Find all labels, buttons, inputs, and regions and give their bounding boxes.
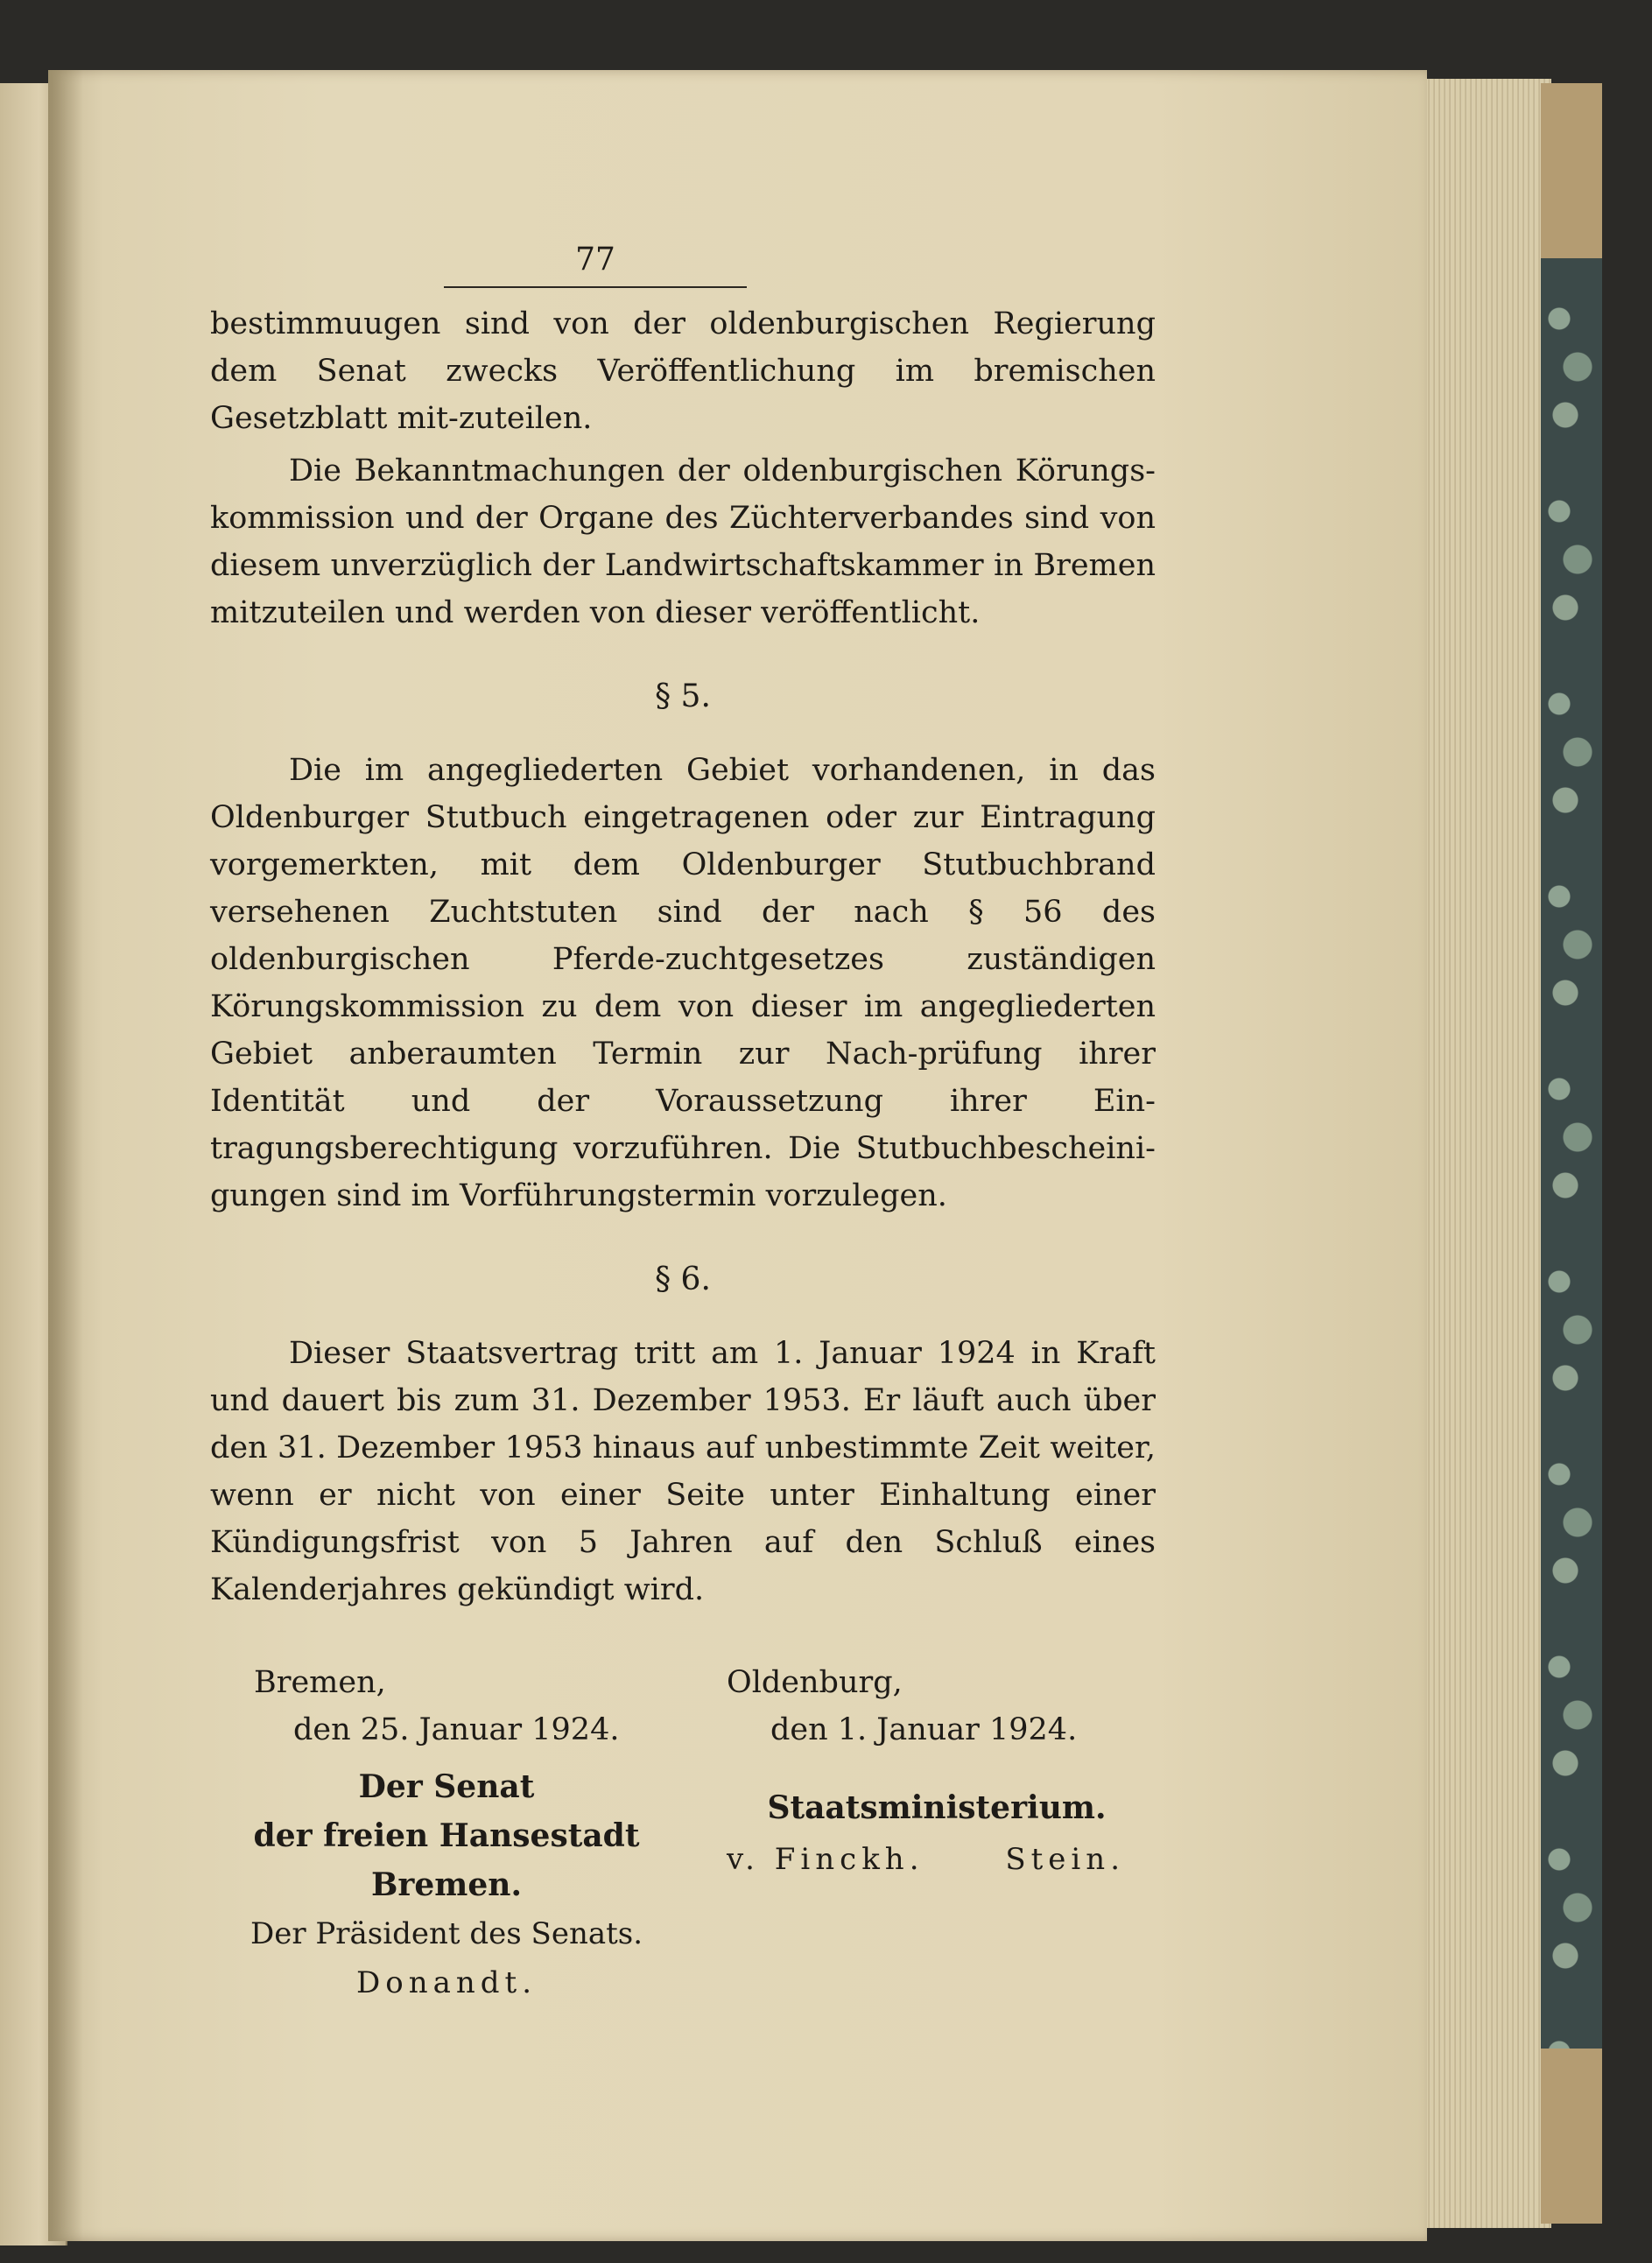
signature-oldenburg xyxy=(727,1659,1147,1883)
date-oldenburg: den 1. Januar 1924. xyxy=(770,1712,1078,1747)
page-number: 77 xyxy=(444,237,747,288)
section-6-text: Dieser Staatsvertrag tritt am 1. Januar 1924 in Kraft und dauert bis zum 31. Dezember 1953. Er läuft auch über den 31. Dezember 1953 hinaus auf unbestimmte Zeit weiter, wenn er nicht von einer Seite unter Einhaltung einer Kündigungsfrist von 5 Jahren auf den Schluß eines Kalenderjahres gekündigt wird. xyxy=(210,1336,1156,1607)
place-bremen: Bremen, xyxy=(254,1665,386,1700)
senate-line-1: Der Senat xyxy=(358,1768,535,1805)
senate-line-2: der freien Hansestadt Bremen. xyxy=(253,1817,640,1903)
page-gutter xyxy=(48,70,83,2241)
section-heading-6: § 6. xyxy=(655,1262,711,1297)
signatory-donandt: Donandt. xyxy=(355,1965,538,2000)
page-text xyxy=(210,236,1156,1613)
signature-bremen xyxy=(210,1659,683,2007)
cover-corner-bottom xyxy=(1541,2049,1602,2224)
section-5-text: Die im angegliederten Gebiet vorhandenen, in das Oldenburger Stutbuch eingetragenen oder zur Eintragung vorgemerkten, mit dem Oldenburger Stutbuchbrand versehenen Zuchtstuten sind der nach § 56 des oldenburgischen Pferde-zuchtgesetzes zuständigen Körungskommission zu dem von dieser im angegliederten Gebiet anberaumten Termin zur Nach-prüfung ihrer Identität und der Voraussetzung ihrer Ein-tragungsberechtigung vorzuführen. Die Stutbuchbescheini-gungen sind im Vorführungstermin vorzulegen. xyxy=(210,753,1156,1213)
place-oldenburg: Oldenburg, xyxy=(727,1665,903,1700)
senate-president-role: Der Präsident des Senats. xyxy=(250,1916,643,1951)
paragraph-announcements: Die Bekanntmachungen der oldenburgischen Körungs-kommission und der Organe des Züchterverbandes sind von diesem unverzüglich der Landwirtschaftskammer in Bremen mitzuteilen und werden von dieser veröffentlicht. xyxy=(210,453,1156,630)
cover-corner-top xyxy=(1541,83,1602,258)
page-header xyxy=(411,236,779,288)
signature-block xyxy=(210,1659,1156,2000)
ministry-title: Staatsministerium. xyxy=(767,1789,1107,1826)
senate-title xyxy=(210,1762,683,1909)
book-cover xyxy=(1541,88,1602,2224)
signatory-stein: Stein. xyxy=(1005,1842,1125,1877)
section-heading-5: § 5. xyxy=(655,678,711,714)
ministry-signatories xyxy=(727,1836,1125,1883)
signatory-finckh: v. Finckh. xyxy=(727,1842,924,1877)
paragraph-continuation: bestimmuugen sind von der oldenburgischen Regierung dem Senat zwecks Veröffentlichung im bremischen Gesetzblatt mit-zuteilen. xyxy=(210,306,1156,436)
date-bremen: den 25. Januar 1924. xyxy=(293,1712,620,1747)
